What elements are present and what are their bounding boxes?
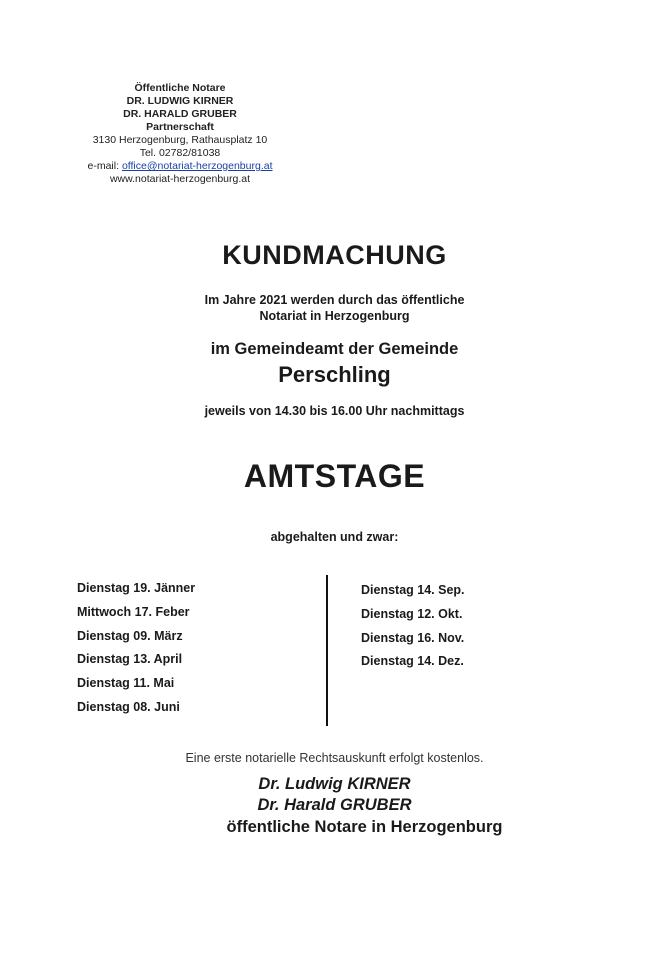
letterhead-website: www.notariat-herzogenburg.at bbox=[109, 173, 251, 185]
dates-list-left bbox=[77, 580, 307, 723]
dates-list-right bbox=[361, 582, 591, 677]
letterhead-phone: Tel. 02782/81038 bbox=[139, 147, 221, 159]
place-name: Perschling bbox=[278, 362, 391, 387]
email-link[interactable]: office@notariat-herzogenburg.at bbox=[121, 160, 273, 172]
email-label: e-mail: bbox=[87, 160, 122, 172]
date-item: Dienstag 08. Juni bbox=[77, 699, 180, 714]
letterhead bbox=[70, 82, 290, 186]
section-heading: AMTSTAGE bbox=[243, 458, 426, 494]
date-item: Dienstag 12. Okt. bbox=[361, 606, 463, 621]
letterhead-line-notaries: Öffentliche Notare bbox=[134, 82, 226, 94]
date-item: Dienstag 16. Nov. bbox=[361, 630, 465, 645]
date-item: Mittwoch 17. Feber bbox=[77, 604, 190, 619]
signature-kirner: Dr. Ludwig KIRNER bbox=[258, 775, 411, 793]
date-item: Dienstag 14. Sep. bbox=[361, 583, 465, 597]
date-item: Dienstag 14. Dez. bbox=[361, 654, 464, 669]
letterhead-address: 3130 Herzogenburg, Rathausplatz 10 bbox=[92, 134, 268, 146]
date-item: Dienstag 19. Jänner bbox=[77, 581, 196, 595]
signature-office: öffentliche Notare in Herzogenburg bbox=[226, 818, 503, 836]
letterhead-name-gruber: DR. HARALD GRUBER bbox=[123, 108, 237, 120]
letterhead-partnership: Partnerschaft bbox=[146, 121, 214, 133]
signature-gruber: Dr. Harald GRUBER bbox=[257, 796, 412, 814]
held-label: abgehalten und zwar: bbox=[270, 530, 399, 544]
intro-text bbox=[0, 292, 669, 324]
intro-line-1: Im Jahre 2021 werden durch das öffentliche bbox=[204, 293, 465, 307]
date-item: Dienstag 13. April bbox=[77, 652, 183, 667]
date-item: Dienstag 09. März bbox=[77, 628, 183, 643]
free-advice-note: Eine erste notarielle Rechtsauskunft erfolgt kostenlos. bbox=[185, 751, 484, 765]
letterhead-name-kirner: DR. LUDWIG KIRNER bbox=[126, 95, 234, 107]
letterhead-email-line bbox=[70, 160, 290, 173]
place-line: im Gemeindeamt der Gemeinde bbox=[210, 340, 459, 358]
office-hours: jeweils von 14.30 bis 16.00 Uhr nachmittags bbox=[204, 404, 465, 418]
document-title: KUNDMACHUNG bbox=[222, 240, 447, 270]
intro-line-2: Notariat in Herzogenburg bbox=[259, 309, 410, 323]
date-item: Dienstag 11. Mai bbox=[77, 676, 175, 691]
column-divider bbox=[326, 575, 328, 726]
